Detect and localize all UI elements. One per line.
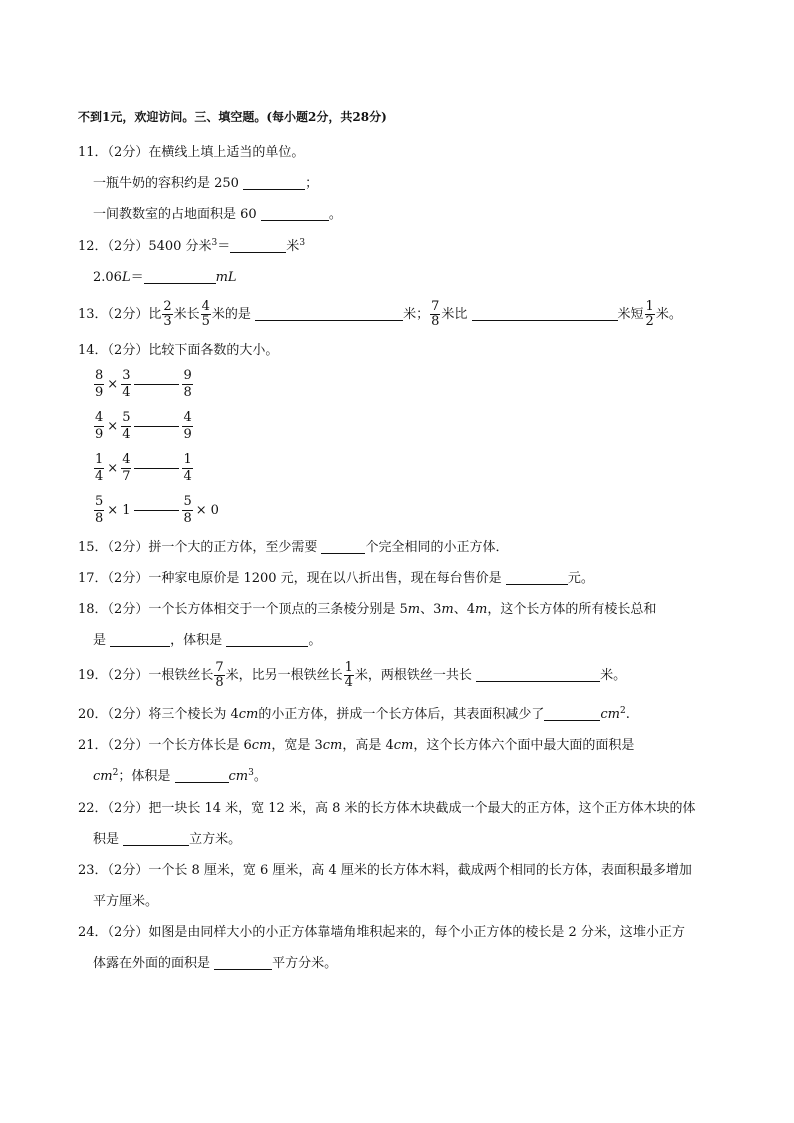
text: 米，比另一根铁丝长	[225, 668, 343, 683]
denominator: 4	[344, 675, 353, 690]
number: 1	[122, 503, 131, 518]
answer-blank[interactable]	[134, 510, 179, 511]
number: 3	[433, 602, 442, 617]
numerator: 9	[183, 368, 192, 383]
numerator: 3	[122, 368, 131, 383]
numerator: 5	[122, 410, 131, 425]
text: 米。	[655, 307, 682, 322]
question-15	[78, 539, 509, 557]
denominator: 4	[122, 427, 131, 442]
answer-blank[interactable]	[110, 632, 170, 647]
numerator: 4	[122, 452, 131, 467]
punct: 。	[328, 207, 342, 222]
fraction	[182, 494, 192, 527]
denominator: 8	[183, 385, 192, 400]
text: 、	[453, 602, 467, 617]
text: ，宽是 3	[271, 738, 323, 753]
question-12-part-b	[93, 269, 237, 287]
denominator: 8	[215, 675, 224, 690]
question-number: 11．	[78, 145, 108, 160]
question-text: 在横线上填上适当的单位。	[148, 145, 305, 160]
unit: cm	[238, 707, 259, 722]
denominator: 5	[201, 314, 210, 329]
answer-blank[interactable]	[506, 570, 568, 585]
answer-blank[interactable]	[214, 955, 272, 970]
question-score: （2分）	[107, 571, 149, 586]
denominator: 2	[645, 314, 654, 329]
text: 。	[253, 769, 267, 784]
fraction	[94, 494, 104, 527]
text: ，高是 4	[342, 738, 394, 753]
text: 。	[308, 633, 322, 648]
question-18-line-2	[93, 632, 321, 650]
equals: ＝	[217, 239, 231, 254]
unit: m	[474, 602, 488, 617]
unit: cm	[393, 738, 414, 753]
question-number: 17．	[78, 571, 108, 586]
denominator: 9	[95, 427, 104, 442]
numerator: 7	[431, 299, 440, 314]
question-score: （2分）	[107, 925, 149, 940]
question-number: 23．	[78, 863, 108, 878]
question-18	[78, 601, 656, 619]
numerator: 5	[95, 494, 104, 509]
answer-blank[interactable]	[134, 426, 179, 427]
numerator: 7	[215, 660, 224, 675]
unit: cm	[93, 769, 113, 784]
compare-row-1	[93, 368, 194, 401]
text: 元。	[567, 571, 594, 586]
answer-blank[interactable]	[123, 831, 189, 846]
text: 如图是由同样大小的小正方体靠墙角堆积起来的，每个小正方体的棱长是 2 分米，这堆小正方	[148, 925, 685, 940]
question-12	[78, 238, 305, 256]
text: ；体积是	[118, 769, 171, 784]
times-sign: ×	[107, 377, 119, 392]
unit: cm	[322, 738, 343, 753]
question-number: 13．	[78, 307, 108, 322]
times-sign: ×	[107, 461, 119, 476]
denominator: 8	[183, 511, 192, 526]
question-score: （2分）	[107, 307, 149, 322]
denominator: 7	[122, 469, 131, 484]
answer-blank[interactable]	[243, 175, 305, 190]
answer-blank[interactable]	[134, 468, 179, 469]
question-number: 21．	[78, 738, 108, 753]
answer-blank[interactable]	[321, 539, 365, 554]
question-11-part-b	[93, 206, 342, 224]
text: 个完全相同的小正方体．	[365, 540, 509, 555]
text: 比	[148, 307, 162, 322]
numerator: 1	[183, 452, 192, 467]
compare-row-4	[93, 494, 221, 527]
question-23	[78, 862, 692, 880]
question-22-line-2	[93, 831, 241, 849]
fraction	[182, 368, 192, 401]
denominator: 4	[122, 385, 131, 400]
text: 米比	[441, 307, 468, 322]
text: ，体积是	[170, 633, 223, 648]
fraction	[121, 368, 131, 401]
text: 一个长方体相交于一个顶点的三条棱分别是 5	[148, 602, 408, 617]
question-score: （2分）	[107, 239, 149, 254]
part-text: 一瓶牛奶的容积约是 250	[93, 176, 239, 191]
number: 4	[466, 602, 475, 617]
text: 、	[420, 602, 434, 617]
numerator: 4	[95, 410, 104, 425]
answer-blank[interactable]	[226, 632, 308, 647]
compare-row-3	[93, 452, 194, 485]
question-21-line-2	[93, 768, 267, 786]
punct: ；	[305, 176, 319, 191]
numerator: 8	[95, 368, 104, 383]
answer-blank[interactable]	[255, 306, 403, 321]
text: 立方米。	[189, 832, 242, 847]
fraction	[182, 410, 192, 443]
text: 拼一个大的正方体，至少需要	[148, 540, 318, 555]
equals: ＝	[130, 270, 144, 285]
text: 把一块长 14 米，宽 12 米，高 8 米的长方体木块截成一个最大的正方体，这个正方体木块的体	[148, 801, 696, 816]
question-score: （2分）	[107, 540, 149, 555]
question-24	[78, 924, 685, 942]
text: 米，两根铁丝一共长	[354, 668, 472, 683]
question-number: 19．	[78, 668, 108, 683]
fraction	[645, 300, 655, 329]
question-number: 24．	[78, 925, 108, 940]
numerator: 5	[183, 494, 192, 509]
text: .	[625, 707, 630, 722]
question-score: （2分）	[107, 668, 149, 683]
unit: cm	[251, 738, 272, 753]
expr-left: 5400 分米	[148, 239, 212, 254]
unit: m	[407, 602, 421, 617]
question-24-line-2	[93, 955, 337, 973]
text: 一个长 8 厘米，宽 6 厘米，高 4 厘米的长方体木料，截成两个相同的长方体，表面积最多增加	[148, 863, 692, 878]
question-13	[78, 300, 682, 329]
question-11-part-a	[93, 175, 318, 193]
text: 平方分米。	[272, 956, 338, 971]
fraction	[121, 410, 131, 443]
denominator: 9	[95, 385, 104, 400]
text: 米短	[617, 307, 644, 322]
denominator: 4	[95, 469, 104, 484]
exponent: 3	[299, 238, 306, 248]
exponent: 2	[112, 768, 119, 778]
times-sign: ×	[195, 503, 207, 518]
unit: L	[121, 270, 131, 285]
question-number: 18．	[78, 602, 108, 617]
text: 积是	[93, 832, 120, 847]
answer-blank[interactable]	[472, 306, 618, 321]
section-header: 不到1元，欢迎访问。三、填空题。(每小题2分，共28分)	[78, 110, 387, 124]
exponent: 2	[619, 706, 626, 716]
question-number: 12．	[78, 239, 108, 254]
fraction	[344, 661, 354, 690]
numerator: 4	[183, 410, 192, 425]
answer-blank[interactable]	[476, 667, 600, 682]
denominator: 9	[183, 427, 192, 442]
question-number: 14．	[78, 343, 108, 358]
text: 体露在外面的面积是	[93, 956, 211, 971]
question-score: （2分）	[107, 602, 149, 617]
question-14	[78, 342, 278, 360]
question-11	[78, 144, 304, 162]
text: ，这个长方体的所有棱长总和	[487, 602, 657, 617]
denominator: 3	[163, 314, 172, 329]
text: 将三个棱长为 4	[148, 707, 239, 722]
question-score: （2分）	[107, 145, 149, 160]
answer-blank[interactable]	[261, 206, 329, 221]
question-21	[78, 737, 634, 755]
question-19	[78, 661, 626, 690]
exponent: 3	[211, 238, 218, 248]
fraction	[430, 300, 440, 329]
number: 0	[210, 503, 219, 518]
answer-blank[interactable]	[144, 269, 216, 284]
unit: m	[441, 602, 454, 617]
times-sign: ×	[107, 503, 119, 518]
times-sign: ×	[107, 419, 119, 434]
numerator: 2	[163, 299, 172, 314]
compare-row-2	[93, 410, 194, 443]
fraction	[94, 452, 104, 485]
expr-left: 2.06	[93, 270, 122, 285]
fraction	[94, 410, 104, 443]
unit: 米	[286, 239, 300, 254]
question-score: （2分）	[107, 738, 149, 753]
question-17	[78, 570, 594, 588]
question-number: 20．	[78, 707, 108, 722]
question-23-line-2	[93, 893, 158, 911]
numerator: 1	[95, 452, 104, 467]
part-text: 一间教数室的占地面积是 60	[93, 207, 257, 222]
text: 的小正方体，拼成一个长方体后，其表面积减少了	[258, 707, 545, 722]
text: 一个长方体长是 6	[148, 738, 252, 753]
question-score: （2分）	[107, 343, 149, 358]
numerator: 1	[344, 660, 353, 675]
answer-blank[interactable]	[175, 768, 229, 783]
fraction	[182, 452, 192, 485]
text: 平方厘米。	[93, 894, 159, 909]
answer-blank[interactable]	[544, 706, 600, 721]
question-text: 比较下面各数的大小。	[148, 343, 279, 358]
fraction	[201, 300, 211, 329]
fraction	[162, 300, 172, 329]
text: 米的是	[211, 307, 251, 322]
unit: cm	[600, 707, 620, 722]
text: ，这个长方体六个面中最大面的面积是	[413, 738, 635, 753]
fraction	[94, 368, 104, 401]
text: 米。	[600, 668, 627, 683]
question-score: （2分）	[107, 801, 149, 816]
question-22	[78, 800, 695, 818]
unit: mL	[215, 270, 237, 285]
text: 一根铁丝长	[148, 668, 214, 683]
question-number: 15．	[78, 540, 108, 555]
exponent: 3	[248, 768, 254, 778]
fraction	[214, 661, 224, 690]
question-20	[78, 706, 630, 724]
text: 一种家电原价是 1200 元，现在以八折出售，现在每台售价是	[148, 571, 502, 586]
denominator: 4	[183, 469, 192, 484]
numerator: 1	[645, 299, 654, 314]
denominator: 8	[431, 314, 440, 329]
question-score: （2分）	[107, 863, 149, 878]
question-number: 22．	[78, 801, 108, 816]
text: 米；	[403, 307, 430, 322]
unit: cm	[228, 769, 249, 784]
fraction	[121, 452, 131, 485]
text: 是	[93, 633, 107, 648]
question-score: （2分）	[107, 707, 149, 722]
numerator: 4	[201, 299, 210, 314]
answer-blank[interactable]	[230, 238, 286, 253]
text: 米长	[173, 307, 200, 322]
answer-blank[interactable]	[134, 384, 179, 385]
denominator: 8	[95, 511, 104, 526]
